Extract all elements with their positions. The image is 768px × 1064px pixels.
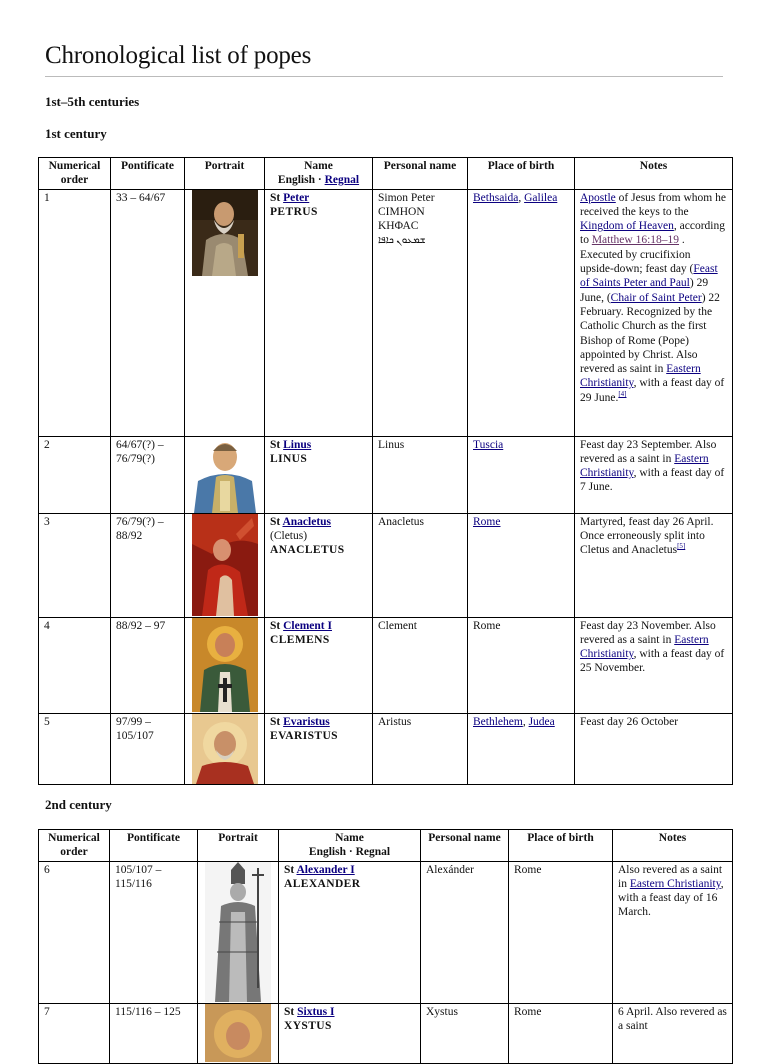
personal-name-cell: Anacletus <box>373 513 468 617</box>
page-title: Chronological list of popes <box>45 42 312 69</box>
birth-link-bethlehem[interactable]: Bethlehem <box>473 715 523 728</box>
birth-separator: , <box>518 191 525 204</box>
regnal-name: EVARISTUS <box>270 729 338 742</box>
notes-text: , with a feast day of 29 June. <box>580 377 725 404</box>
notes-text: Martyred, feast day 26 April. Once erroneously split into Cletus and Anacletus <box>580 515 714 557</box>
header-name-label: Name <box>335 832 364 844</box>
personal-name-cell: Alexánder <box>421 861 509 1003</box>
saint-prefix: St <box>270 619 284 632</box>
portrait-cell <box>198 861 279 1003</box>
table-header-row <box>39 158 733 190</box>
header-name <box>265 158 373 190</box>
portrait-evaristus-image[interactable] <box>192 714 258 784</box>
order-cell: 2 <box>39 436 111 513</box>
regnal-name: LINUS <box>270 452 308 465</box>
portrait-cell <box>185 189 265 436</box>
pope-link-alexander-i[interactable]: Alexander I <box>296 863 355 876</box>
birth-cell: Rome <box>509 861 613 1003</box>
pope-link-evaristus[interactable]: Evaristus <box>283 715 330 728</box>
name-cell <box>265 436 373 513</box>
header-numerical-order: Numerical order <box>39 830 110 862</box>
reference-link[interactable]: [4] <box>618 389 627 398</box>
notes-cell: Feast day 26 October <box>575 713 733 784</box>
pope-link-peter[interactable]: Peter <box>283 191 310 204</box>
header-notes: Notes <box>613 830 733 862</box>
notes-link-eastern-christianity[interactable]: Eastern Christianity <box>580 363 701 390</box>
notes-link-kingdom-of-heaven[interactable]: Kingdom of Heaven <box>580 220 674 233</box>
pontificate-cell: 105/107 – 115/116 <box>110 861 198 1003</box>
pontificate-cell: 64/67(?) – 76/79(?) <box>111 436 185 513</box>
name-cell <box>265 713 373 784</box>
popes-table-2nd-century <box>38 829 733 1064</box>
notes-text: of Jesus from whom he received the keys to the <box>580 191 726 218</box>
personal-name-syriac: ܫܡܥܘܢ ܟܐܦܐ <box>378 235 426 247</box>
personal-name-cell: Clement <box>373 617 468 713</box>
order-cell: 5 <box>39 713 111 784</box>
header-personal-name: Personal name <box>421 830 509 862</box>
notes-cell: 6 April. Also revered as a saint <box>613 1003 733 1063</box>
name-cell <box>279 1003 421 1063</box>
portrait-cell <box>198 1003 279 1063</box>
notes-text: . Executed by crucifixion upside-down; feast day ( <box>580 234 694 276</box>
birth-separator: , <box>522 715 529 728</box>
notes-text: Feast day 23 November. Also revered as a saint in <box>580 619 716 646</box>
pope-link-sixtus-i[interactable]: Sixtus I <box>297 1005 335 1018</box>
table-row <box>39 436 733 513</box>
header-name-sub: English · Regnal <box>308 846 391 859</box>
notes-link-feast-peter-paul[interactable]: Feast of Saints Peter and Paul <box>580 263 718 290</box>
header-personal-name: Personal name <box>373 158 468 190</box>
saint-prefix: St <box>284 863 297 876</box>
birth-cell: Rome <box>509 1003 613 1063</box>
notes-link-eastern-christianity[interactable]: Eastern Christianity <box>629 877 721 890</box>
order-cell: 7 <box>39 1003 110 1063</box>
table-row <box>39 513 733 617</box>
table-row <box>39 713 733 784</box>
name-cell <box>265 513 373 617</box>
pope-link-clement-i[interactable]: Clement I <box>283 619 332 632</box>
regnal-name: ALEXANDER <box>284 877 361 890</box>
name-cell <box>265 617 373 713</box>
notes-text: , with a feast day of 7 June. <box>580 467 725 494</box>
birth-cell: Rome <box>468 617 575 713</box>
notes-link-matthew[interactable]: Matthew 16:18–19 <box>591 234 680 247</box>
header-name-label: Name <box>304 160 333 172</box>
header-portrait: Portrait <box>198 830 279 862</box>
regnal-name: PETRUS <box>270 205 318 218</box>
portrait-cell <box>185 513 265 617</box>
saint-prefix: St <box>270 191 284 204</box>
notes-link-apostle[interactable]: Apostle <box>580 191 616 204</box>
header-numerical-order: Numerical order <box>39 158 111 190</box>
pontificate-cell: 88/92 – 97 <box>111 617 185 713</box>
saint-prefix: St <box>270 515 283 528</box>
portrait-sixtus-image[interactable] <box>205 1004 271 1062</box>
regnal-name-link[interactable]: Regnal <box>324 174 360 187</box>
header-name-english: English <box>277 174 315 187</box>
reference-link[interactable]: [5] <box>677 542 686 551</box>
portrait-alexander-image[interactable] <box>205 862 271 1002</box>
personal-name-line: ΚΗΦΑϹ <box>378 220 419 233</box>
section-heading-1st-5th-centuries: 1st–5th centuries <box>45 94 140 109</box>
order-cell: 6 <box>39 861 110 1003</box>
personal-name-cell <box>373 189 468 436</box>
birth-link-bethsaida[interactable]: Bethsaida <box>473 191 519 204</box>
saint-prefix: St <box>270 438 284 451</box>
name-cell <box>265 189 373 436</box>
header-notes: Notes <box>575 158 733 190</box>
regnal-name: XYSTUS <box>284 1019 332 1032</box>
regnal-name: CLEMENS <box>270 633 330 646</box>
order-cell: 1 <box>39 189 111 436</box>
header-pontificate: Pontificate <box>110 830 198 862</box>
table-row <box>39 189 733 436</box>
personal-name-cell: Linus <box>373 436 468 513</box>
portrait-cell <box>185 713 265 784</box>
notes-text: Also revered as a saint in <box>618 863 723 890</box>
name-cell <box>279 861 421 1003</box>
table-row <box>39 617 733 713</box>
notes-text: , with a feast day of 16 March. <box>618 877 724 919</box>
pontificate-cell: 76/79(?) – 88/92 <box>111 513 185 617</box>
regnal-name: ANACLETUS <box>270 544 345 557</box>
portrait-linus-image[interactable] <box>192 437 258 513</box>
subsection-heading-1st-century: 1st century <box>45 126 107 141</box>
birth-cell <box>468 436 575 513</box>
birth-cell <box>468 713 575 784</box>
portrait-clement-image[interactable] <box>192 618 258 712</box>
order-cell: 3 <box>39 513 111 617</box>
table-header-row <box>39 830 733 862</box>
notes-link-eastern-christianity[interactable]: Eastern Christianity <box>580 452 709 480</box>
order-cell: 4 <box>39 617 111 713</box>
notes-cell <box>575 436 733 513</box>
personal-name-cell: Aristus <box>373 713 468 784</box>
notes-link-chair-of-saint-peter[interactable]: Chair of Saint Peter <box>610 291 702 304</box>
notes-text: Feast day 23 September. Also revered as a saint in <box>580 438 717 465</box>
personal-name-line: Simon Peter <box>378 191 435 204</box>
portrait-peter-image[interactable] <box>192 190 258 276</box>
notes-cell <box>613 861 733 1003</box>
pope-link-anacletus[interactable]: Anacletus <box>282 515 332 528</box>
notes-cell <box>575 617 733 713</box>
popes-table-1st-century <box>38 157 733 785</box>
header-pontificate: Pontificate <box>111 158 185 190</box>
subsection-heading-2nd-century: 2nd century <box>45 797 112 812</box>
notes-text: ) 29 June, ( <box>580 277 709 304</box>
pontificate-cell: 33 – 64/67 <box>111 189 185 436</box>
notes-link-eastern-christianity[interactable]: Eastern Christianity <box>580 633 709 661</box>
birth-link-tuscia[interactable]: Tuscia <box>473 438 504 451</box>
birth-link-judea[interactable]: Judea <box>528 715 555 728</box>
personal-name-cell: Xystus <box>421 1003 509 1063</box>
birth-cell <box>468 513 575 617</box>
table-row <box>39 861 733 1003</box>
portrait-cell <box>185 617 265 713</box>
birth-link-galilea[interactable]: Galilea <box>524 191 558 204</box>
pope-link-linus[interactable]: Linus <box>283 438 312 451</box>
personal-name-line: CIMHON <box>378 205 425 218</box>
notes-text: , with a feast day of 25 November. <box>580 648 725 675</box>
saint-prefix: St <box>270 715 284 728</box>
notes-text: , according to <box>580 220 725 247</box>
notes-text: ) 22 February. Recognized by the Catholic Church as the first Bishop of Rome (Pope) appointed by Christ. Also revered as saint in <box>580 291 720 376</box>
header-portrait: Portrait <box>185 158 265 190</box>
header-name-separator: · <box>314 174 325 187</box>
header-place-of-birth: Place of birth <box>509 830 613 862</box>
pontificate-cell: 97/99 – 105/107 <box>111 713 185 784</box>
title-divider <box>45 76 723 77</box>
portrait-anacletus-image[interactable] <box>192 514 258 616</box>
header-name <box>279 830 421 862</box>
notes-cell <box>575 189 733 436</box>
header-place-of-birth: Place of birth <box>468 158 575 190</box>
notes-cell <box>575 513 733 617</box>
birth-cell <box>468 189 575 436</box>
alternate-name: (Cletus) <box>270 529 308 542</box>
saint-prefix: St <box>284 1005 298 1018</box>
pontificate-cell: 115/116 – 125 <box>110 1003 198 1063</box>
birth-link-rome[interactable]: Rome <box>473 515 501 528</box>
table-row <box>39 1003 733 1063</box>
portrait-cell <box>185 436 265 513</box>
